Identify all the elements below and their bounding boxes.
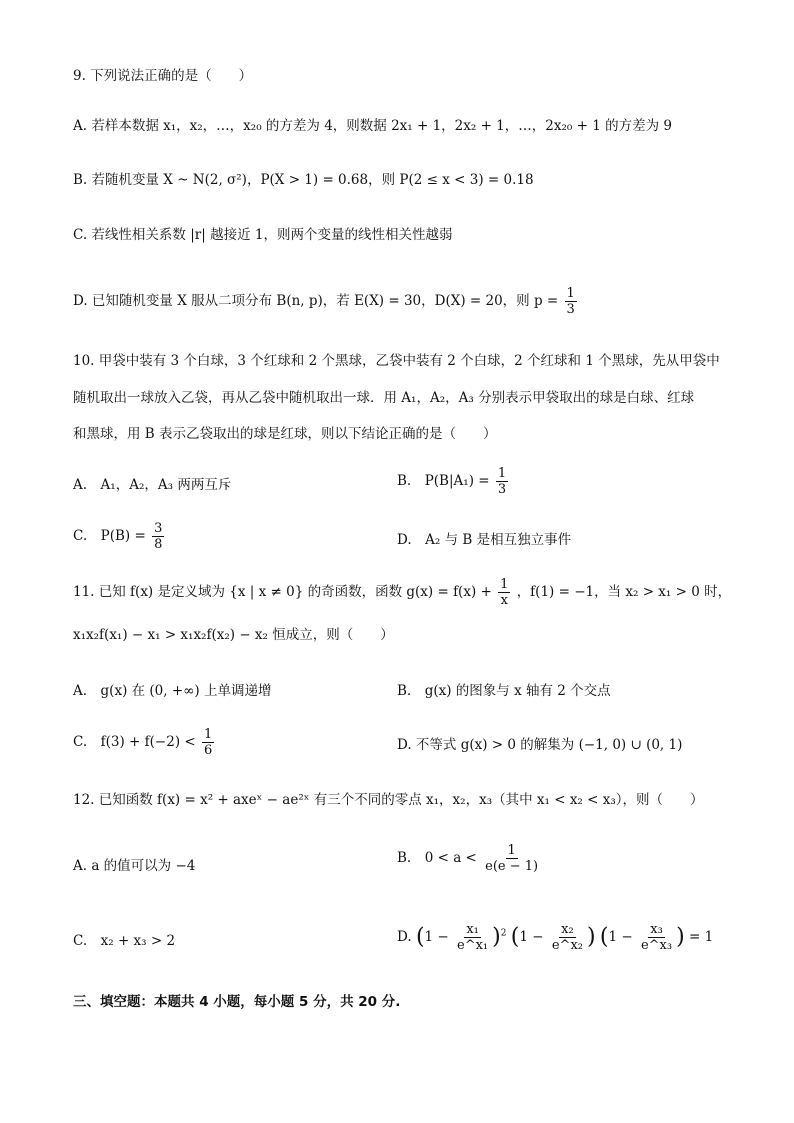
q11-option-c-fraction (202, 727, 214, 758)
q9-option-d-fraction (565, 286, 577, 317)
q12-d-fraction-1 (455, 922, 490, 953)
section-3-heading: 三、填空题：本题共 4 小题，每小题 5 分，共 20 分. (73, 994, 401, 1010)
q10-stem-line2: 随机取出一球放入乙袋，再从乙袋中随机取出一球．用 A₁，A₂，A₃ 分别表示甲袋取出的球是白球、红球 (73, 390, 695, 406)
fraction-numerator: x₃ (650, 922, 663, 937)
q12-option-b-text: B. 0 < a < (397, 850, 477, 866)
q9-stem: 9. 下列说法正确的是（ ） (73, 68, 253, 84)
q11-stem-line2: x₁x₂f(x₁) − x₁ > x₁x₂f(x₂) − x₂ 恒成立，则（ ） (73, 627, 394, 643)
q9-option-a: A. 若样本数据 x₁，x₂，…，x₂₀ 的方差为 4，则数据 2x₁ + 1，2x₂ + 1，…，2x₂₀ + 1 的方差为 9 (73, 118, 672, 134)
q12-d-fraction-2 (550, 922, 585, 953)
q11-stem-text-b: ，f(1) = −1，当 x₂ > x₁ > 0 时， (516, 584, 732, 600)
q11-option-c (73, 727, 216, 758)
fraction-numerator: 1 (203, 727, 213, 742)
fraction-denominator: x (500, 593, 508, 608)
q12-option-d-prefix: D. (397, 929, 412, 945)
q10-stem-line3: 和黑球，用 B 表示乙袋取出的球是红球，则以下结论正确的是（ ） (73, 426, 497, 442)
fraction-denominator: 6 (203, 743, 213, 758)
q9-option-d-text: D. 已知随机变量 X 服从二项分布 B(n, p)，若 E(X) = 30，D(X) = 20，则 p = (73, 293, 559, 309)
q10-option-b-text: B. P(B|A₁) = (397, 473, 490, 489)
q10-option-c-fraction (152, 521, 164, 552)
q11-stem-text-a: 11. 已知 f(x) 是定义域为 {x | x ≠ 0} 的奇函数，函数 g(x) = f(x) + (73, 584, 492, 600)
q12-option-a: A. a 的值可以为 −4 (73, 858, 196, 874)
fraction-denominator: 3 (566, 302, 575, 317)
q11-stem-line1 (73, 577, 731, 608)
q9-option-d (73, 286, 579, 317)
q11-option-c-text: C. f(3) + f(−2) < (73, 734, 196, 750)
fraction-denominator: 8 (154, 537, 163, 552)
fraction-numerator: 1 (507, 843, 516, 858)
q9-option-b: B. 若随机变量 X ~ N(2, σ²)，P(X > 1) = 0.68，则 P(2 ≤ x < 3) = 0.18 (73, 172, 534, 188)
q10-option-d: D. A₂ 与 B 是相互独立事件 (397, 532, 572, 548)
q10-option-b (397, 466, 510, 497)
fraction-numerator: 3 (154, 521, 163, 536)
fraction-numerator: 1 (500, 577, 509, 592)
q12-option-b (397, 843, 542, 874)
q12-option-b-fraction (483, 843, 540, 874)
fraction-denominator: e^x₁ (457, 938, 489, 953)
fraction-numerator: x₂ (561, 922, 574, 937)
q12-d-fraction-3 (639, 922, 674, 953)
fraction-denominator: e^x₃ (640, 938, 673, 953)
fraction-denominator: e^x₂ (551, 938, 583, 953)
q11-stem-fraction (498, 577, 510, 608)
fraction-denominator: 3 (497, 482, 507, 497)
q12-option-d: D. (1 − $\frac{\text{x₁}}{\text{e\textasciicircum{}x₁}}$ )$^2$ (1 − $\frac{\text{x₂}}{\text{e\textasciicircum{}x₂}}$ ) (1 − $\frac{\text{x₃}}{\text{e\textasciicircum{}x₃}}$ ) = 1 (397, 922, 714, 953)
q11-option-b: B. g(x) 的图象与 x 轴有 2 个交点 (397, 683, 611, 699)
q11-option-d: D. 不等式 g(x) > 0 的解集为 (−1, 0) ∪ (0, 1) (397, 737, 683, 753)
fraction-denominator: e(e − 1) (485, 859, 539, 874)
q12-stem: 12. 已知函数 f(x) = x² + axeˣ − ae²ˣ 有三个不同的零点 x₁，x₂，x₃（其中 x₁ < x₂ < x₃），则（ ） (73, 792, 704, 808)
fraction-numerator: x₁ (466, 922, 479, 937)
q10-option-c (73, 521, 166, 552)
q11-option-a: A. g(x) 在 (0, +∞) 上单调递增 (73, 683, 272, 699)
q10-option-c-text: C. P(B) = (73, 528, 146, 544)
q12-option-c: C. x₂ + x₃ > 2 (73, 933, 176, 949)
q12-option-d-suffix: = 1 (689, 929, 714, 945)
q10-option-a: A. A₁，A₂，A₃ 两两互斥 (73, 477, 232, 493)
fraction-numerator: 1 (497, 466, 507, 481)
q10-stem-line1: 10. 甲袋中装有 3 个白球，3 个红球和 2 个黑球，乙袋中装有 2 个白球，2 个红球和 1 个黑球，先从甲袋中 (73, 353, 720, 369)
fraction-numerator: 1 (566, 286, 575, 301)
q9-option-c: C. 若线性相关系数 |r| 越接近 1，则两个变量的线性相关性越弱 (73, 227, 453, 243)
q10-option-b-fraction (496, 466, 508, 497)
